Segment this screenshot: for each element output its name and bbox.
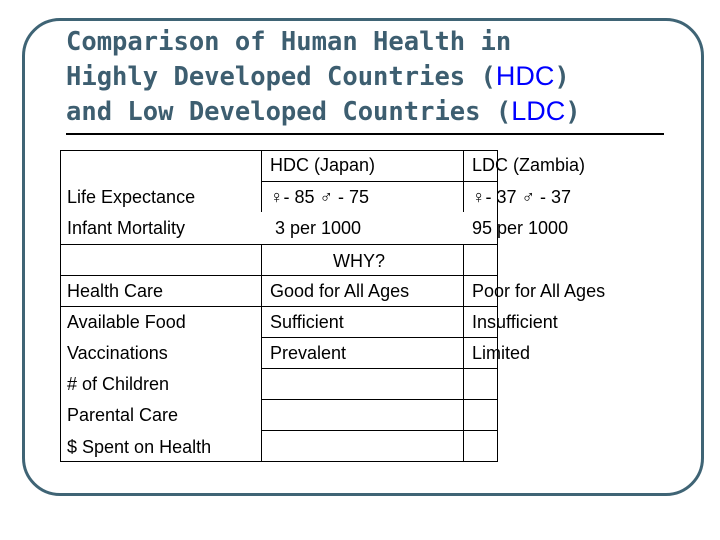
title-line-3-text: and Low Developed Countries (: [66, 97, 512, 127]
available-food-label: Available Food: [67, 312, 186, 332]
life-expectancy-ldc: ♀- 37 ♂ - 37: [472, 187, 572, 207]
grid-row-line-7: [261, 368, 498, 369]
title-line-2: [66, 59, 666, 94]
health-care-ldc: Poor for All Ages: [472, 281, 606, 301]
grid-row-line-0: [60, 150, 498, 151]
grid-row-line-6: [261, 337, 498, 338]
grid-row-line-10: [60, 461, 498, 462]
grid-row-line-8: [261, 399, 498, 400]
number-of-children-label: # of Children: [67, 374, 170, 394]
infant-mortality-ldc: 95 per 1000: [472, 218, 569, 238]
title-hdc-highlight: HDC: [495, 61, 555, 91]
grid-row-line-5: [60, 306, 498, 307]
slide-title: [66, 25, 666, 129]
vaccinations-ldc: Limited: [472, 343, 531, 363]
header-hdc: HDC (Japan): [270, 155, 376, 175]
title-line-2-close: ): [554, 62, 570, 92]
infant-mortality-label: Infant Mortality: [67, 218, 186, 238]
health-care-hdc: Good for All Ages: [270, 281, 410, 301]
title-underline: [66, 133, 664, 135]
title-ldc-highlight: LDC: [511, 96, 566, 126]
infant-mortality-hdc: 3 per 1000: [270, 218, 362, 238]
why-label: WHY?: [333, 251, 386, 271]
health-care-label: Health Care: [67, 281, 164, 301]
spent-on-health-label: $ Spent on Health: [67, 437, 212, 457]
life-expectancy-hdc: ♀- 85 ♂ - 75: [270, 187, 370, 207]
title-line-3: [66, 94, 666, 129]
parental-care-label: Parental Care: [67, 405, 179, 425]
title-line-3-close: ): [565, 97, 581, 127]
grid-row-line-3: [60, 244, 498, 245]
available-food-ldc: Insufficient: [472, 312, 558, 332]
vaccinations-hdc: Prevalent: [270, 343, 347, 363]
title-line-1: Comparison of Human Health in: [66, 27, 512, 57]
title-line-2-text: Highly Developed Countries (: [66, 62, 496, 92]
vaccinations-label: Vaccinations: [67, 343, 168, 363]
grid-row-line-1: [261, 181, 498, 182]
available-food-hdc: Sufficient: [270, 312, 344, 332]
header-ldc: LDC (Zambia): [472, 155, 586, 175]
grid-row-line-4: [60, 275, 498, 276]
life-expectancy-label: Life Expectance: [67, 187, 196, 207]
grid-row-line-9: [261, 430, 498, 431]
